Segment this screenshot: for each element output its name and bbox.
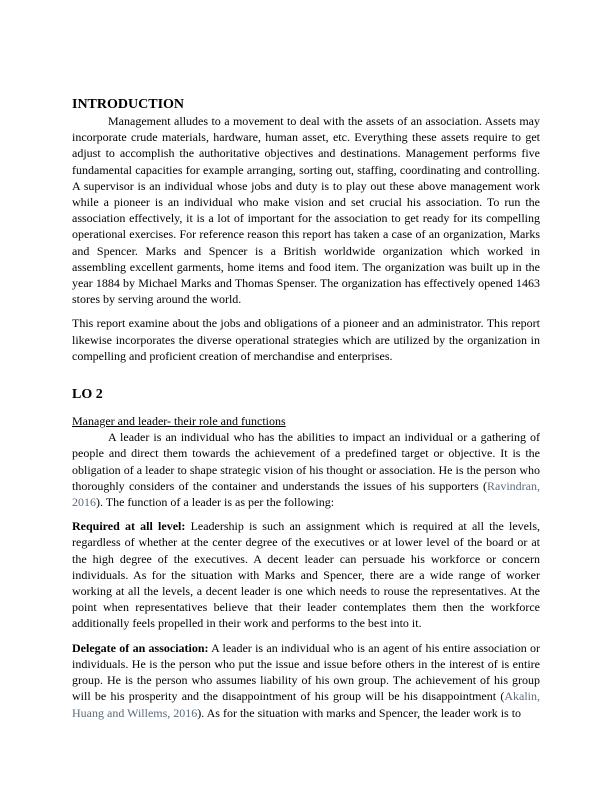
lo2-paragraph-1 [72, 429, 540, 510]
lo2-heading: LO 2 [72, 387, 103, 403]
intro-paragraph-1: Management alludes to a movement to deal with the assets of an association. Assets may incorporate crude materials, hardware, human asset, etc. Everything these assets require to get adjust to accomplish the authoritative objectives and destinations. Management performs five fundamental capacities for example arranging, sorting out, staffing, coordinating and controlling. A supervisor is an individual whose jobs and duty is to play out these above management work while a pioneer is an individual who make vision and set crucial his association. To run the association effectively, it is a lot of important for the association to get ready for its compelling operational exercises. For reference reason this report has taken a case of an organization, Marks and Spencer. Marks and Spencer is a British worldwide organization which worked in assembling excellent garments, home items and food item. The organization was built up in the year 1884 by Michael Marks and Thomas Spenser. The organization has effectively opened 1463 stores by serving around the world. [72, 114, 540, 307]
lo2-p1-text-b: ). The function of a leader is as per the following: [96, 495, 335, 510]
required-at-all-level-title: Required at all level: [72, 519, 186, 534]
intro-paragraph-2: This report examine about the jobs and obligations of a pioneer and an administrator. This report likewise incorporates the diverse operational strategies which are utilized by the organization in compelling and proficient creation of merchandise and enterprises. [72, 316, 540, 363]
lo2-subheading: Manager and leader- their role and functions [72, 414, 286, 429]
lo2-paragraph-required-at-all-level [72, 518, 540, 631]
delegate-text-b: ). As for the situation with marks and Spencer, the leader work is to [197, 705, 522, 720]
document-page [72, 96, 540, 729]
delegate-title: Delegate of an association: [72, 640, 209, 655]
required-at-all-level-text: Leadership is such an assignment which is required at all the levels, regardless of whether at the center degree of the executives or at lower level of the board or at the high degree of the executives. A decent leader can persuade his workforce or concern individuals. As for the situation with Marks and Spencer, there are a wide range of worker working at all the levels, a decent leader is one which needs to rouse the representatives. At the point when representatives believe that their leader contemplates them then the workforce additionally feels propelled in their work and performs to the best into it. [72, 519, 541, 631]
introduction-heading: INTRODUCTION [72, 97, 185, 112]
citation-akalin: Akalin, Huang and Willems, 2016 [72, 689, 540, 720]
delegate-text-a: A leader is an individual who is an agent of his entire association or individuals. He is the person who put the issue and issue before others in the interest of is entire group. He is the person who assumes liability of his own group. The achievement of his group will be his prosperity and the disappointment of his group will be his disappointment ( [72, 640, 540, 704]
lo2-p1-text-a: A leader is an individual who has the abilities to impact an individual or a gathering of people and direct them towards the achievement of a predefined target or objective. It is the obligation of a leader to shape strategic vision of his thought or association. He is the person who thoroughly considers of the container and understands the issues of his supporters ( [72, 430, 540, 493]
citation-ravindran: Ravindran, 2016 [72, 478, 540, 510]
lo2-paragraph-delegate [72, 640, 540, 721]
